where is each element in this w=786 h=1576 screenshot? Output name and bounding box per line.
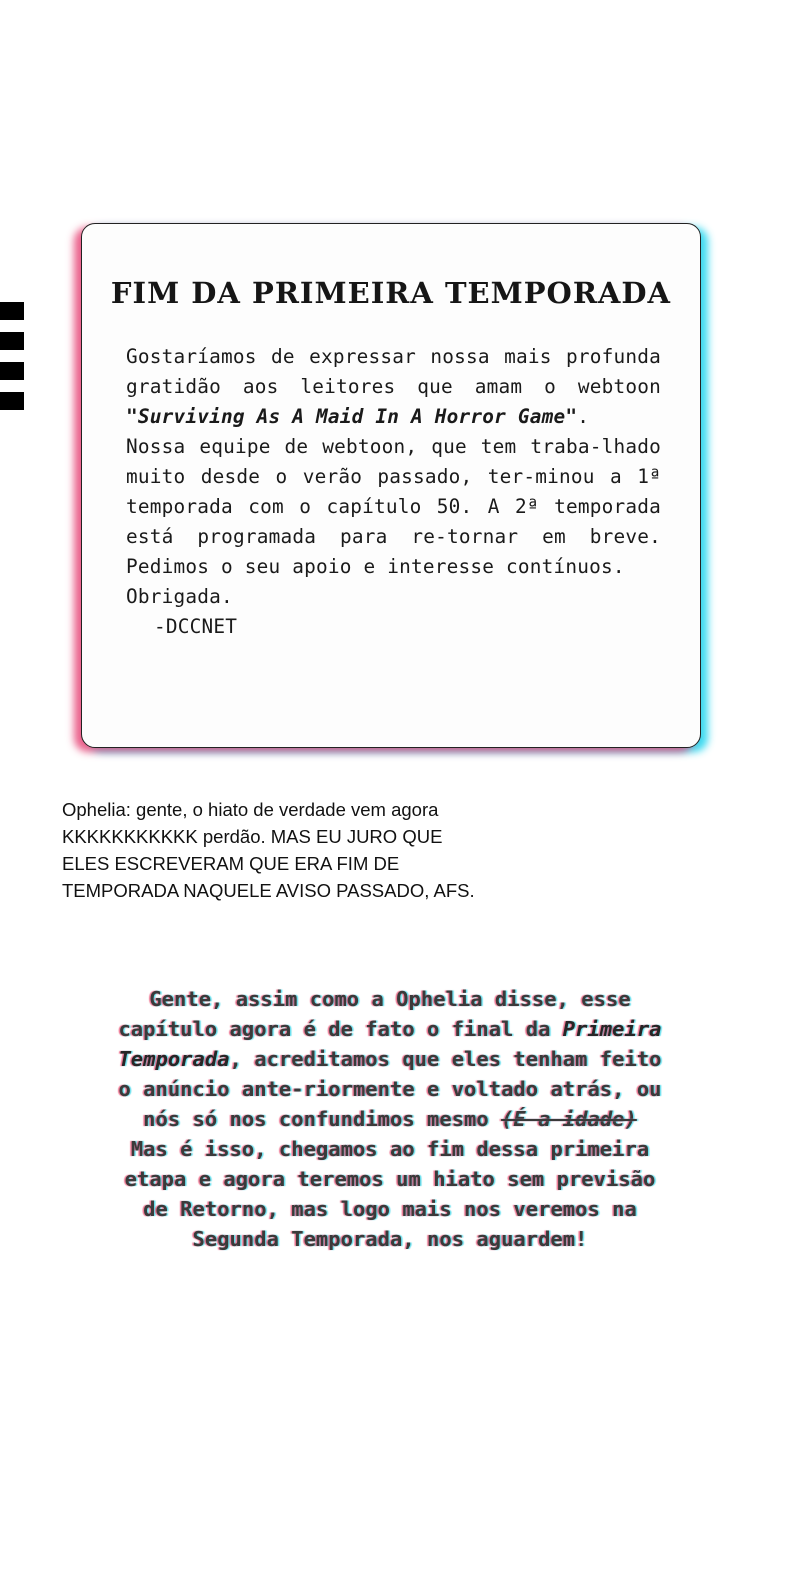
gratitude-text: Gostaríamos de expressar nossa mais profunda gratidão aos leitores que amam o webtoon <box>126 345 661 398</box>
notice-title: FIM DA PRIMEIRA TEMPORADA <box>110 276 672 310</box>
season-highlight: Primeira Temporada <box>118 1017 662 1071</box>
edge-bar <box>0 392 24 410</box>
translator-note <box>62 796 492 904</box>
notice-body <box>126 342 661 642</box>
notice-thanks: Obrigada. <box>126 585 233 608</box>
closing-paragraph-1 <box>110 984 670 1134</box>
webtoon-title: "Surviving As A Maid In A Horror Game" <box>126 405 578 428</box>
closing-paragraph-2: Mas é isso, chegamos ao fim dessa primeira etapa e agora teremos um hiato sem previsão de Retorno, mas logo mais nos veremos na Segunda Temporada, nos aguardem! <box>124 1137 656 1251</box>
strikethrough-aside: (É a idade) <box>501 1107 637 1131</box>
closing-message <box>110 984 670 1254</box>
edge-bar <box>0 362 24 380</box>
notice-signature: -DCCNET <box>154 615 238 638</box>
gratitude-end: . <box>577 405 590 428</box>
notice-paragraph-gratitude <box>126 342 661 432</box>
season-end-notice-card <box>81 223 701 748</box>
closing-text-b: , acreditamos que eles tenham feito o anúncio ante-riormente e voltado atrás, ou nós só nos confundimos mesmo <box>118 1047 662 1131</box>
notice-paragraph-team: Nossa equipe de webtoon, que tem traba-lhado muito desde o verão passado, ter-minou a 1ª temporada com o capítulo 50. A 2ª temporada está programada para re-tornar em breve. Pedimos o seu apoio e interesse contínuos. <box>126 435 661 578</box>
closing-text-a: Gente, assim como a Ophelia disse, esse capítulo agora é de fato o final da <box>118 987 631 1041</box>
edge-bar <box>0 332 24 350</box>
edge-bar-marks <box>0 302 24 422</box>
translator-note-text: Ophelia: gente, o hiato de verdade vem agora KKKKKKKKKKK perdão. MAS EU JURO QUE ELES ESCREVERAM QUE ERA FIM DE TEMPORADA NAQUELE AVISO PASSADO, AFS. <box>62 799 475 901</box>
edge-bar <box>0 302 24 320</box>
